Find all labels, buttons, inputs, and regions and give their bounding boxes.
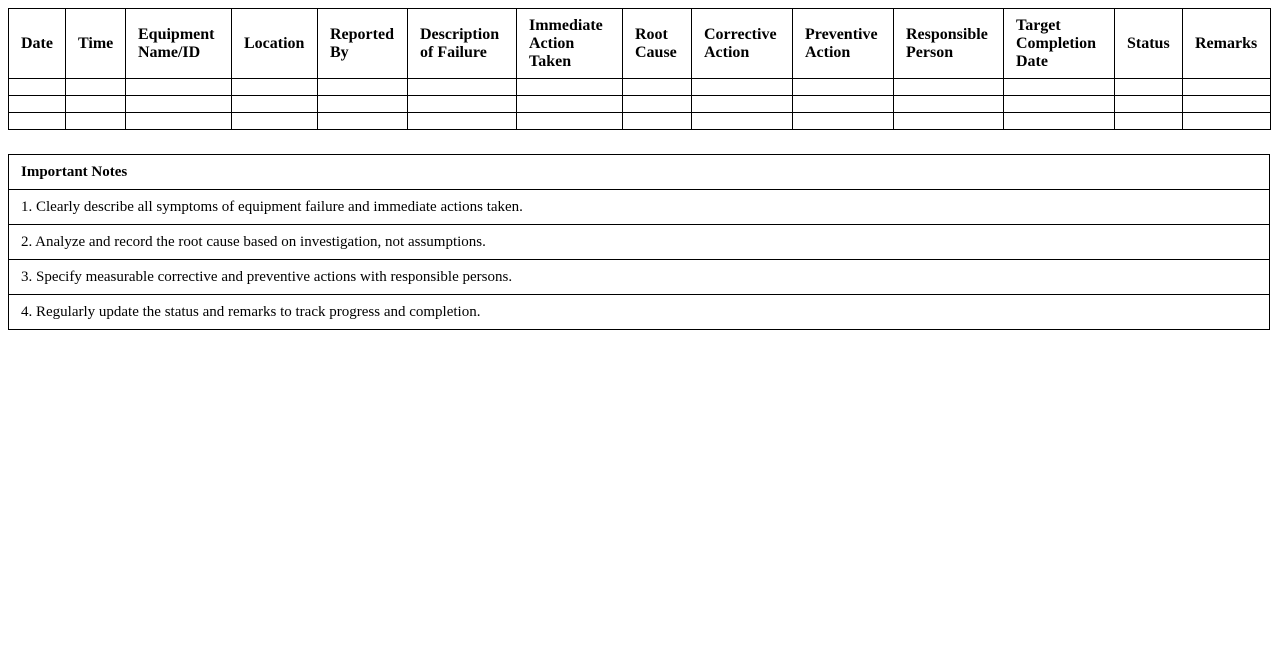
table-cell[interactable] [1115,96,1183,113]
table-cell[interactable] [793,113,894,130]
table-cell[interactable] [793,79,894,96]
table-cell[interactable] [623,79,692,96]
table-cell[interactable] [1004,96,1115,113]
table-cell[interactable] [318,79,408,96]
table-cell[interactable] [126,113,232,130]
table-cell[interactable] [318,96,408,113]
header-reported-by: Reported By [318,9,408,79]
table-cell[interactable] [1183,79,1271,96]
table-cell[interactable] [793,96,894,113]
table-cell[interactable] [408,113,517,130]
table-cell[interactable] [232,96,318,113]
table-cell[interactable] [66,113,126,130]
table-cell[interactable] [1004,113,1115,130]
table-row [9,96,1271,113]
table-cell[interactable] [232,79,318,96]
table-cell[interactable] [517,79,623,96]
table-cell[interactable] [126,79,232,96]
note-item: 4. Regularly update the status and remarks to track progress and completion. [9,295,1270,330]
header-time: Time [66,9,126,79]
table-cell[interactable] [1183,113,1271,130]
table-row [9,79,1271,96]
header-status: Status [1115,9,1183,79]
table-cell[interactable] [517,96,623,113]
table-cell[interactable] [408,79,517,96]
note-row [9,295,1270,330]
table-cell[interactable] [623,113,692,130]
table-cell[interactable] [66,96,126,113]
important-notes-table [8,154,1270,330]
table-cell[interactable] [232,113,318,130]
notes-title-row [9,155,1270,190]
table-cell[interactable] [126,96,232,113]
table-cell[interactable] [1115,113,1183,130]
notes-title: Important Notes [9,155,1270,190]
table-cell[interactable] [1004,79,1115,96]
note-row [9,260,1270,295]
table-cell[interactable] [9,79,66,96]
note-item: 2. Analyze and record the root cause based on investigation, not assumptions. [9,225,1270,260]
table-cell[interactable] [517,113,623,130]
header-equipment-name-id: Equipment Name/ID [126,9,232,79]
table-header-row [9,9,1271,79]
header-responsible-person: Responsible Person [894,9,1004,79]
table-cell[interactable] [894,79,1004,96]
table-cell[interactable] [623,96,692,113]
table-cell[interactable] [1183,96,1271,113]
header-target-completion-date: Target Completion Date [1004,9,1115,79]
table-cell[interactable] [9,96,66,113]
header-description-of-failure: Description of Failure [408,9,517,79]
table-cell[interactable] [318,113,408,130]
header-preventive-action: Preventive Action [793,9,894,79]
table-cell[interactable] [692,96,793,113]
header-root-cause: Root Cause [623,9,692,79]
header-corrective-action: Corrective Action [692,9,793,79]
header-immediate-action-taken: Immediate Action Taken [517,9,623,79]
table-cell[interactable] [894,96,1004,113]
note-item: 3. Specify measurable corrective and preventive actions with responsible persons. [9,260,1270,295]
table-cell[interactable] [66,79,126,96]
table-cell[interactable] [692,113,793,130]
table-cell[interactable] [9,113,66,130]
table-row [9,113,1271,130]
table-cell[interactable] [408,96,517,113]
table-cell[interactable] [692,79,793,96]
note-row [9,225,1270,260]
page-content [8,8,1270,330]
note-item: 1. Clearly describe all symptoms of equipment failure and immediate actions taken. [9,190,1270,225]
header-location: Location [232,9,318,79]
table-cell[interactable] [894,113,1004,130]
equipment-failure-log-table [8,8,1271,130]
header-date: Date [9,9,66,79]
table-cell[interactable] [1115,79,1183,96]
header-remarks: Remarks [1183,9,1271,79]
note-row [9,190,1270,225]
